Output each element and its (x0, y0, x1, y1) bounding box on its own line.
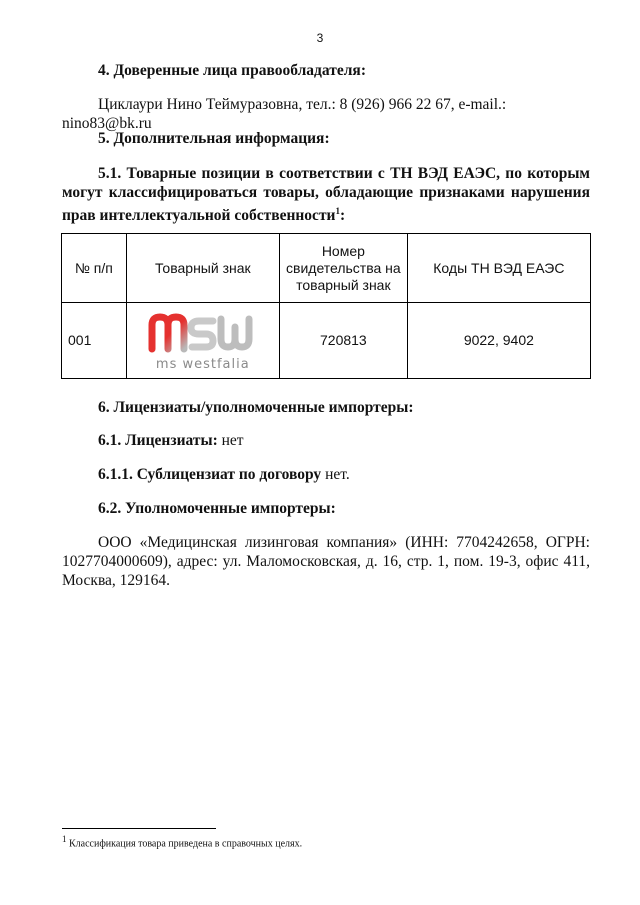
section-6-1 (62, 431, 590, 450)
table-row (62, 303, 591, 379)
section-6-heading: 6. Лицензиаты/уполномоченные импортеры: (98, 399, 414, 416)
cell-certificate: 720813 (280, 303, 408, 379)
cell-trademark (126, 303, 279, 379)
header-trademark: Товарный знак (126, 234, 279, 303)
ms-westfalia-logo (147, 309, 259, 373)
trademark-table (61, 233, 591, 379)
section-6-1-1 (62, 465, 590, 484)
header-certificate: Номер свидетельства на товарный знак (280, 234, 408, 303)
section-5-1-heading (62, 164, 590, 225)
importer-text: ООО «Медицинская лизинговая компания» (ИНН: 7704242658, ОГРН: 1027704000609), адрес: ул. Маломосковская, д. 16, стр. 1, пом. 19-3, офис 411, Москва, 129164. (62, 534, 590, 589)
section-5-heading: 5. Дополнительная информация: (98, 130, 330, 147)
footnote-reference: 1 (335, 206, 340, 216)
section-6-1-label: 6.1. Лицензиаты: (98, 432, 218, 449)
header-codes: Коды ТН ВЭД ЕАЭС (407, 234, 590, 303)
header-number: № п/п (62, 234, 127, 303)
section-4-heading: 4. Доверенные лица правообладателя: (98, 62, 366, 79)
section-6-2-heading: 6.2. Уполномоченные импортеры: (98, 500, 336, 517)
cell-codes: 9022, 9402 (407, 303, 590, 379)
footnote (62, 834, 302, 849)
section-6-1-1-label: 6.1.1. Сублицензиат по договору (98, 466, 322, 483)
section-4-text: Циклаури Нино Теймуразовна, тел.: 8 (926) 966 22 67, e-mail.: nino83@bk.ru (62, 96, 507, 132)
page-number: 3 (316, 31, 324, 45)
footnote-number: 1 (62, 834, 67, 844)
logo-text: ms westfalia (155, 356, 250, 372)
section-5-1-colon: : (339, 207, 346, 225)
msw-logo-mark (147, 309, 259, 355)
footnote-separator (62, 828, 216, 829)
section-6-1-value: нет (217, 432, 244, 449)
table-header-row (62, 234, 591, 303)
footnote-text: Классификация товара приведена в справочных целях. (66, 838, 303, 850)
section-5-1-text: 5.1. Товарные позиции в соответствии с ТН ВЭД ЕАЭС, по которым могут классифицироваться товары, обладающие признаками нарушения прав интеллектуальной собственности (62, 165, 590, 225)
cell-number: 001 (62, 303, 127, 379)
section-6-1-1-value: нет. (321, 466, 350, 483)
